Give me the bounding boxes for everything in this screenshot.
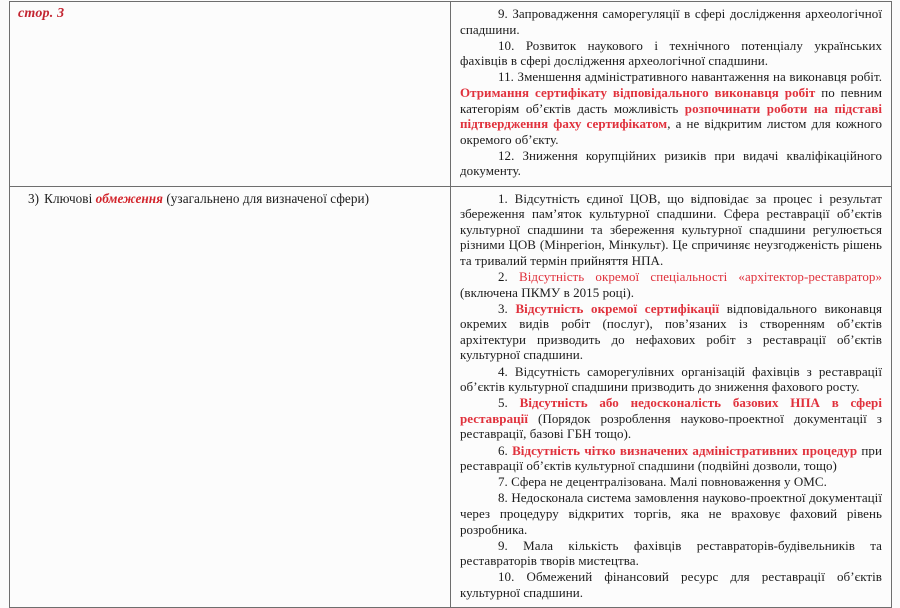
table-cell-left-top [10, 2, 451, 187]
highlighted-text-run: Відсутність чітко визначених адміністративних процедур [512, 442, 858, 458]
text-run: Ключові [44, 190, 96, 206]
text-run: (узагальнено для визначеної сфери) [163, 190, 370, 206]
list-item-paragraph [460, 148, 882, 179]
list-item-number: 6. [498, 442, 508, 458]
highlighted-text-run: Отримання сертифікату відповідального виконавця робіт [460, 84, 816, 100]
list-item-number: 7. [498, 474, 508, 490]
left-cell-content-bottom [10, 187, 450, 212]
list-item-paragraph [460, 443, 882, 474]
right-cell-content-bottom [451, 187, 891, 607]
list-item-paragraph [460, 6, 882, 37]
list-item-paragraph [460, 191, 882, 269]
content-table [9, 1, 892, 608]
text-run: Розвиток наукового і технічного потенціалу українських фахівців в сфері дослідження археологічної спадшини. [460, 37, 882, 69]
key-restrictions-label [18, 191, 442, 207]
key-restrictions-number: 3) [28, 190, 40, 206]
list-item-number: 9. [498, 537, 508, 553]
text-run: Мала кількість фахівців реставраторів-будівельників та реставраторів творів мистецтва. [460, 537, 882, 569]
text-run: Обмежений фінансовий ресурс для реставрації об’єктів культурної спадшини. [460, 569, 882, 600]
list-item-number: 9. [498, 6, 508, 21]
list-item-paragraph [460, 364, 882, 395]
table-cell-left-bottom [10, 186, 451, 607]
text-run: Запровадження саморегуляції в сфері дослідження археологічної спадшини. [460, 6, 882, 37]
text-run [508, 269, 519, 284]
list-item-number: 10. [498, 569, 515, 585]
text-run: (включена ПКМУ в 2015 році). [460, 284, 635, 300]
highlighted-text-run: обмеження [95, 190, 163, 206]
right-cell-content-top [451, 2, 891, 186]
list-item-number: 1. [498, 190, 508, 206]
list-item-number: 8. [498, 490, 508, 506]
list-item-paragraph [460, 69, 882, 147]
list-item-number: 11. [498, 69, 514, 85]
list-item-paragraph [460, 269, 882, 300]
list-item-paragraph [460, 38, 882, 69]
list-item-number: 4. [498, 363, 508, 379]
text-run: по певним категоріям об’єктів дасть можливість [460, 84, 882, 116]
list-item-paragraph [460, 538, 882, 569]
text-run: Зниження корупційних ризиків при видачі кваліфікаційного документу. [460, 147, 882, 179]
highlighted-text-run: Відсутність окремої спеціальності «архітектор-реставратор» [519, 269, 882, 284]
text-run: Відсутність саморегулівних організацій фахівців з реставрації об’єктів культурної спадшини призводить до зниження фахового росту. [460, 363, 882, 395]
highlighted-text-run: розпочинати роботи на підставі підтвердження фаху сертифікатом [460, 100, 882, 132]
text-run: при реставрації об’єктів культурної спадшини (подвійні дозволи, тощо) [460, 442, 882, 474]
text-run: (Порядок розроблення науково-проектної документації з реставрації, базові ГБН тощо). [460, 410, 882, 442]
list-item-paragraph [460, 569, 882, 600]
text-run: Зменшення адміністративного навантаження на виконавця робіт. [513, 69, 882, 85]
list-item-number: 2. [498, 269, 508, 284]
text-run: відповідального виконавця окремих видів робіт (послуг), пов’язаних із створенням об’єктів архітектури призводить до нефахових робіт з реставрації об’єктів культурної спадшини. [460, 300, 882, 363]
table-cell-right-bottom [451, 186, 892, 607]
list-item-paragraph [460, 395, 882, 442]
highlighted-text-run: Відсутність або недосконалість базових НПА в сфері реставрації [460, 395, 882, 426]
highlighted-text-run: Відсутність окремої сертифікації [515, 300, 720, 316]
list-item-paragraph [460, 490, 882, 537]
list-item-number: 10. [498, 37, 515, 53]
left-cell-content-top [10, 2, 450, 169]
list-item-number: 5. [498, 395, 508, 411]
text-run: Сфера не децентралізована. Малі повноваження у ОМС. [507, 474, 827, 490]
list-item-paragraph [460, 474, 882, 490]
text-run: Недосконала система замовлення науково-проектної документації через процедуру відкритих торгів, яка не враховує фаховий рівень розробника. [460, 490, 882, 537]
page-marker: стор. 3 [18, 6, 65, 21]
table-body [10, 2, 892, 608]
list-item-number: 3. [498, 300, 508, 316]
list-item-paragraph [460, 301, 882, 363]
list-item-number: 12. [498, 147, 515, 163]
table-row [10, 186, 892, 607]
table-row [10, 2, 892, 187]
left-cell-spacer [18, 22, 442, 164]
text-run [508, 395, 520, 410]
table-cell-right-top [451, 2, 892, 187]
text-run: Відсутність єдиної ЦОВ, що відповідає за процес і результат збереження пам’яток культурної спадшини. Сфера реставрації об’єктів культурної спадшини та збереження культурної спадшини регулюється різними ЦОВ (Мінрегіон, Мінкульт). Це спричиняє неузгодженість рішень та тривалий термін прийняття НПА. [460, 190, 882, 268]
text-run: , а не відкритим листом для кожного окремого об’єкту. [460, 116, 882, 147]
